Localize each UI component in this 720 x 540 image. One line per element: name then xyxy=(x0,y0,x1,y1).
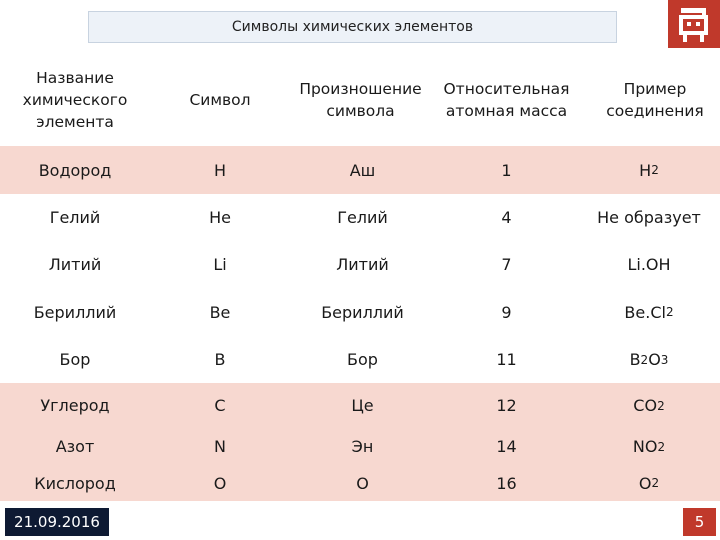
element-compound xyxy=(578,208,720,227)
header-mass: Относительная атомная масса xyxy=(443,80,570,120)
table-row xyxy=(0,288,720,336)
element-pronunciation: Литий xyxy=(336,255,389,274)
compound-subscript: 2 xyxy=(651,163,659,177)
element-name: Углерод xyxy=(40,396,110,415)
element-symbol: B xyxy=(214,350,226,369)
table-row xyxy=(0,428,720,465)
element-symbol: He xyxy=(209,208,231,227)
header-pronunciation: Произношение символа xyxy=(299,80,422,120)
element-name: Бериллий xyxy=(33,302,117,322)
element-pronunciation: Бериллий xyxy=(321,302,404,322)
compound-subscript: 2 xyxy=(657,398,665,413)
table-header xyxy=(0,54,720,146)
compound-text: H xyxy=(639,160,652,180)
element-name: Литий xyxy=(48,255,102,274)
element-symbol: H xyxy=(213,160,227,180)
robot-face-icon xyxy=(668,0,720,48)
element-symbol: O xyxy=(213,473,227,493)
element-pronunciation: Аш xyxy=(349,160,376,180)
table-row xyxy=(0,465,720,501)
element-mass: 7 xyxy=(501,255,512,274)
element-name: Кислород xyxy=(34,473,116,493)
element-name: Гелий xyxy=(49,208,101,227)
element-compound xyxy=(578,161,720,180)
compound-subscript: 3 xyxy=(660,352,669,367)
table-row xyxy=(0,336,720,383)
element-pronunciation: Це xyxy=(351,396,374,415)
element-mass: 14 xyxy=(496,437,517,456)
slide-title-text: Символы химических элементов xyxy=(231,19,474,35)
compound-text: CO xyxy=(633,396,658,415)
header-name: Название химического элемента xyxy=(22,69,128,131)
element-pronunciation: Бор xyxy=(347,350,378,369)
element-mass: 16 xyxy=(496,473,517,493)
element-symbol: Be xyxy=(209,302,231,322)
table-row xyxy=(0,194,720,241)
element-name: Азот xyxy=(55,437,95,456)
element-mass: 1 xyxy=(501,160,512,180)
table-row xyxy=(0,383,720,428)
compound-text: O xyxy=(648,350,661,369)
element-mass: 9 xyxy=(501,302,512,322)
element-name: Бор xyxy=(59,350,91,369)
header-symbol: Символ xyxy=(189,91,251,109)
slide-title xyxy=(88,11,617,43)
footer-date: 21.09.2016 xyxy=(5,508,109,536)
compound-text: Li.OH xyxy=(627,255,671,274)
element-symbol: N xyxy=(214,437,226,456)
element-compound xyxy=(578,255,720,274)
compound-text: Be.Cl xyxy=(624,302,666,322)
element-compound xyxy=(578,474,720,493)
compound-subscript: 2 xyxy=(640,352,649,367)
compound-text: NO xyxy=(632,437,658,456)
element-pronunciation: Эн xyxy=(351,437,374,456)
table-row xyxy=(0,146,720,194)
element-name: Водород xyxy=(38,160,112,180)
element-compound xyxy=(578,437,720,456)
element-compound xyxy=(578,396,720,415)
compound-subscript: 2 xyxy=(665,305,674,319)
element-mass: 11 xyxy=(496,350,517,369)
element-mass: 12 xyxy=(496,396,517,415)
element-mass: 4 xyxy=(501,208,512,227)
table-row xyxy=(0,241,720,288)
compound-text: B xyxy=(629,350,641,369)
element-pronunciation: О xyxy=(356,473,369,493)
element-symbol: C xyxy=(214,396,226,415)
page-number: 5 xyxy=(683,508,716,536)
element-compound xyxy=(578,350,720,369)
compound-text: Не образует xyxy=(597,208,701,227)
compound-subscript: 2 xyxy=(651,476,660,490)
element-pronunciation: Гелий xyxy=(337,208,388,227)
element-symbol: Li xyxy=(213,255,227,274)
compound-text: O xyxy=(638,473,652,493)
compound-subscript: 2 xyxy=(657,439,666,454)
header-compound: Пример соединения xyxy=(606,80,704,120)
element-compound xyxy=(578,303,720,322)
